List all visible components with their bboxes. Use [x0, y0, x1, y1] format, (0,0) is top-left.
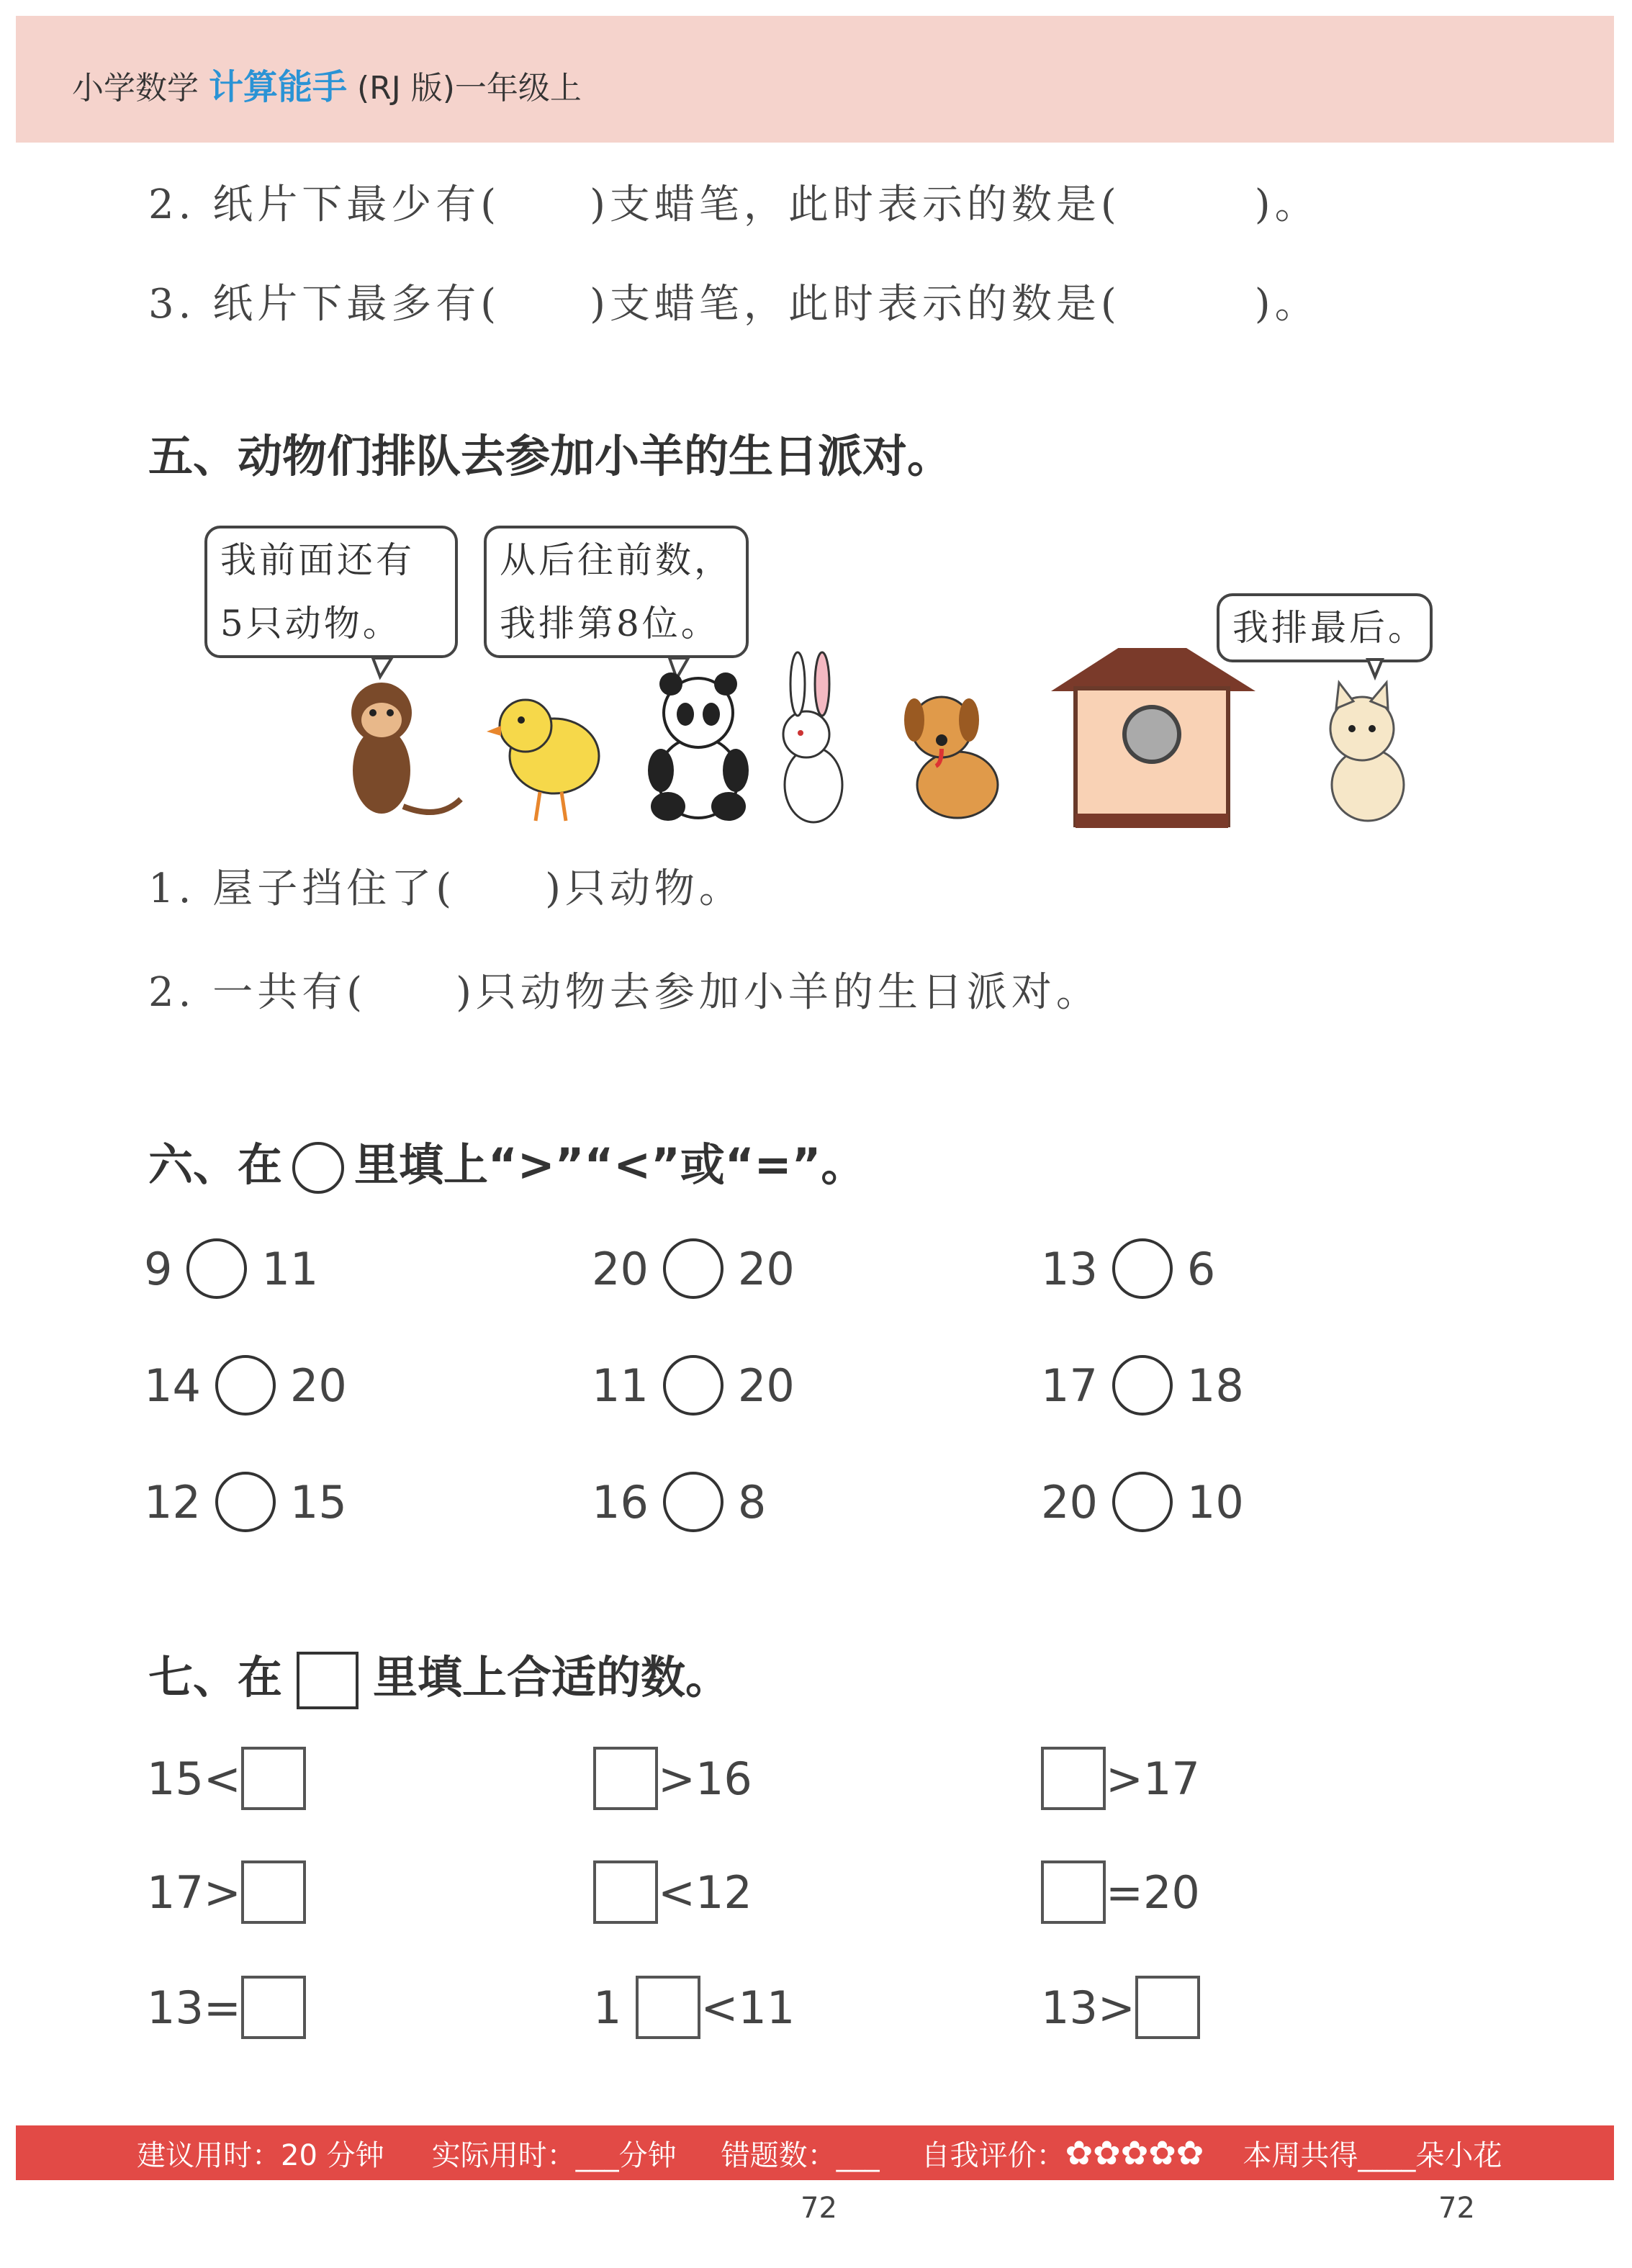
fill-left: 13> [1041, 1981, 1135, 2034]
compare-item [592, 1472, 766, 1532]
compare-item [1041, 1238, 1215, 1299]
compare-answer-circle[interactable] [663, 1472, 723, 1532]
fill-answer-box[interactable] [241, 1976, 306, 2039]
footer-error-count: 错题数：___ [721, 2138, 880, 2172]
speech-bubble-panda [484, 526, 749, 658]
compare-answer-circle[interactable] [663, 1238, 723, 1299]
compare-item [592, 1355, 795, 1416]
bubble-panda-line-2: 我排第8位。 [500, 603, 720, 644]
bubble-tail-monkey [373, 658, 392, 677]
bubble-tail-cat [1368, 660, 1382, 677]
compare-left: 9 [144, 1242, 173, 1295]
bubble-panda-line-1: 从后往前数， [500, 539, 733, 581]
circle-blank-icon [292, 1142, 344, 1194]
flower-rating-icon: ✿✿✿✿✿ [1065, 2133, 1204, 2172]
compare-item [1041, 1355, 1244, 1416]
fill-item [147, 1747, 306, 1810]
fill-item [1041, 1860, 1200, 1924]
fill-answer-box[interactable] [636, 1976, 700, 2039]
question-3-crayons-max: 3. 纸片下最多有( )支蜡笔，此时表示的数是( )。 [148, 281, 1320, 328]
fill-right: =20 [1106, 1866, 1200, 1919]
section-7-title [148, 1642, 730, 1709]
section-7-title-after: 里填上合适的数。 [373, 1651, 731, 1704]
monkey-icon [351, 683, 461, 814]
compare-left: 20 [592, 1242, 649, 1295]
fill-right: >16 [658, 1752, 752, 1805]
compare-right: 11 [261, 1242, 319, 1295]
compare-left: 14 [144, 1359, 201, 1412]
header-brand: 计算能手 [209, 67, 348, 107]
fill-answer-box[interactable] [1135, 1976, 1200, 2039]
footer-weekly-flowers: 本周共得____朵小花 [1243, 2138, 1502, 2172]
footer-band [16, 2125, 1614, 2180]
fill-left: 1 [593, 1981, 622, 2034]
header-prefix: 小学数学 [72, 70, 199, 107]
cat-icon [1330, 683, 1404, 821]
fill-right: <11 [700, 1981, 795, 2034]
compare-item [592, 1238, 795, 1299]
compare-right: 8 [737, 1475, 767, 1529]
compare-right: 18 [1186, 1359, 1244, 1412]
fill-item [147, 1976, 306, 2039]
header-title [72, 59, 582, 109]
fill-item [593, 1976, 795, 2039]
fill-answer-box[interactable] [1041, 1747, 1106, 1810]
footer-suggested-time: 建议用时：20 分钟 [137, 2138, 384, 2172]
section-6-title [148, 1129, 865, 1194]
compare-left: 12 [144, 1475, 201, 1529]
fill-left: 15< [147, 1752, 241, 1805]
fill-item [593, 1747, 752, 1810]
header-suffix: (RJ 版)一年级上 [357, 70, 582, 107]
compare-answer-circle[interactable] [1112, 1472, 1173, 1532]
compare-left: 16 [592, 1475, 649, 1529]
speech-bubble-cat: 我排最后。 [1217, 593, 1433, 662]
compare-right: 20 [289, 1359, 347, 1412]
house-icon [1051, 648, 1255, 828]
fill-answer-box[interactable] [1041, 1860, 1106, 1924]
speech-bubble-monkey [204, 526, 458, 658]
compare-left: 20 [1041, 1475, 1098, 1529]
fill-answer-box[interactable] [593, 1860, 658, 1924]
fill-item [147, 1860, 306, 1924]
compare-item [144, 1238, 318, 1299]
compare-answer-circle[interactable] [215, 1355, 276, 1416]
footer-actual-time: 实际用时：___分钟 [431, 2138, 677, 2172]
fill-right: <12 [658, 1866, 752, 1919]
fill-item [1041, 1976, 1200, 2039]
compare-right: 6 [1186, 1242, 1216, 1295]
fill-item [593, 1860, 752, 1924]
compare-left: 17 [1041, 1359, 1098, 1412]
fill-answer-box[interactable] [241, 1747, 306, 1810]
square-blank-icon [297, 1652, 359, 1709]
compare-item [1041, 1472, 1244, 1532]
compare-answer-circle[interactable] [1112, 1355, 1173, 1416]
animal-line-illustration [317, 648, 1440, 835]
fill-left: 17> [147, 1866, 241, 1919]
section-6-title-after: 里填上“>”“<”或“=”。 [354, 1138, 866, 1191]
compare-right: 20 [737, 1242, 795, 1295]
compare-answer-circle[interactable] [1112, 1238, 1173, 1299]
compare-item [144, 1472, 347, 1532]
chick-icon [487, 700, 599, 821]
compare-item [144, 1355, 347, 1416]
compare-answer-circle[interactable] [663, 1355, 723, 1416]
fill-left: 13= [147, 1981, 241, 2034]
compare-right: 10 [1186, 1475, 1244, 1529]
question-5-1-house-hidden: 1. 屋子挡住了( )只动物。 [148, 865, 744, 912]
compare-left: 13 [1041, 1242, 1098, 1295]
section-6-title-before: 六、在 [148, 1138, 283, 1191]
question-5-2-total-animals: 2. 一共有( )只动物去参加小羊的生日派对。 [148, 969, 1101, 1016]
compare-left: 11 [592, 1359, 649, 1412]
panda-icon [648, 672, 749, 821]
page-number-center: 72 [801, 2192, 837, 2225]
fill-answer-box[interactable] [241, 1860, 306, 1924]
fill-item [1041, 1747, 1200, 1810]
footer-self-eval: 自我评价： [921, 2138, 1065, 2172]
bubble-monkey-line-2: 5只动物。 [220, 603, 402, 644]
puppy-icon [904, 697, 998, 818]
section-7-title-before: 七、在 [148, 1651, 283, 1704]
question-2-crayons-min: 2. 纸片下最少有( )支蜡笔，此时表示的数是( )。 [148, 181, 1320, 228]
fill-answer-box[interactable] [593, 1747, 658, 1810]
compare-right: 15 [289, 1475, 347, 1529]
bubble-monkey-line-1: 我前面还有 [220, 539, 415, 581]
compare-answer-circle[interactable] [186, 1238, 247, 1299]
fill-right: >17 [1106, 1752, 1200, 1805]
compare-answer-circle[interactable] [215, 1472, 276, 1532]
section-5-title: 五、动物们排队去参加小羊的生日派对。 [148, 430, 952, 482]
compare-right: 20 [737, 1359, 795, 1412]
page-number-right: 72 [1438, 2192, 1475, 2225]
rabbit-icon [783, 652, 842, 822]
